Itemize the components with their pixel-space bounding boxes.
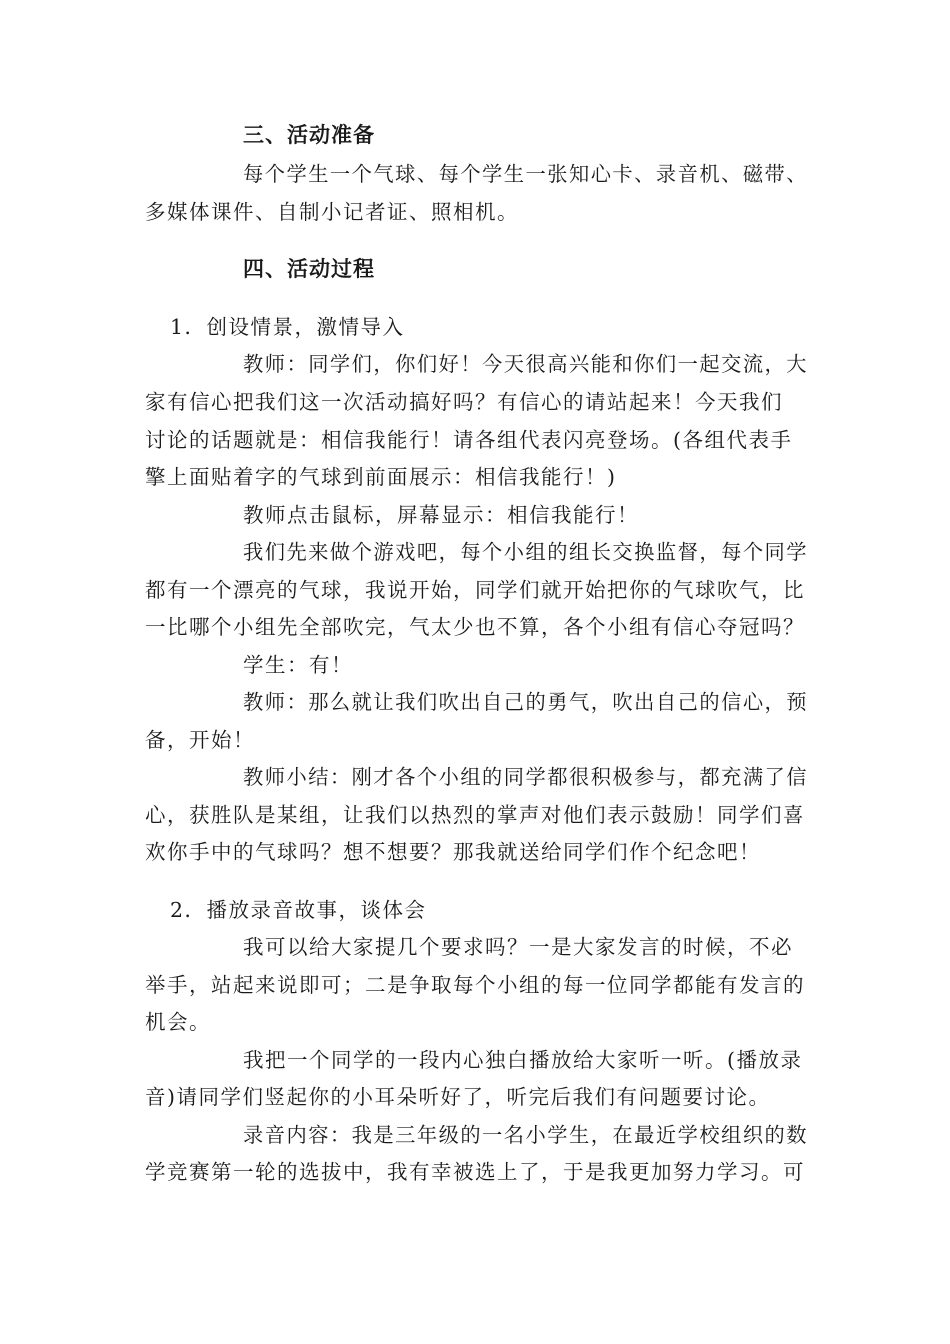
- paragraph-line: 教师：同学们，你们好！今天很高兴能和你们一起交流，大: [243, 352, 809, 376]
- paragraph-line: 心，获胜队是某组，让我们以热烈的掌声对他们表示鼓励！同学们喜: [145, 803, 805, 827]
- paragraph-line: 一比哪个小组先全部吹完，气太少也不算，各个小组有信心夺冠吗？: [145, 615, 805, 639]
- paragraph-line: 我们先来做个游戏吧，每个小组的组长交换监督，每个同学: [243, 540, 809, 564]
- paragraph-line: 多媒体课件、自制小记者证、照相机。: [145, 200, 519, 224]
- paragraph-line: 音)请同学们竖起你的小耳朵听好了，听完后我们有问题要讨论。: [145, 1085, 771, 1109]
- paragraph-line: 举手，站起来说即可；二是争取每个小组的每一位同学都能有发言的: [145, 973, 805, 997]
- step-title-1: 1．创设情景，激情导入: [170, 315, 405, 339]
- paragraph-line: 录音内容：我是三年级的一名小学生，在最近学校组织的数: [243, 1123, 809, 1147]
- paragraph-line: 擎上面贴着字的气球到前面展示：相信我能行！): [145, 465, 617, 489]
- paragraph-line: 每个学生一个气球、每个学生一张知心卡、录音机、磁带、: [243, 162, 809, 186]
- paragraph-line: 学生：有！: [243, 653, 353, 677]
- paragraph-line: 欢你手中的气球吗？想不想要？那我就送给同学们作个纪念吧！: [145, 840, 761, 864]
- section-heading-process: 四、活动过程: [243, 256, 375, 281]
- paragraph-line: 学竞赛第一轮的选拔中，我有幸被选上了，于是我更加努力学习。可: [145, 1160, 805, 1184]
- paragraph-line: 都有一个漂亮的气球，我说开始，同学们就开始把你的气球吹气，比: [145, 578, 805, 602]
- paragraph-line: 我可以给大家提几个要求吗？一是大家发言的时候，不必: [243, 935, 793, 959]
- section-heading-preparation: 三、活动准备: [243, 122, 375, 147]
- paragraph-line: 机会。: [145, 1010, 211, 1034]
- paragraph-line: 教师小结：刚才各个小组的同学都很积极参与，都充满了信: [243, 765, 809, 789]
- paragraph-line: 教师点击鼠标，屏幕显示：相信我能行！: [243, 503, 639, 527]
- paragraph-line: 家有信心把我们这一次活动搞好吗？有信心的请站起来！今天我们: [145, 390, 783, 414]
- paragraph-line: 教师：那么就让我们吹出自己的勇气，吹出自己的信心，预: [243, 690, 809, 714]
- paragraph-line: 备，开始！: [145, 728, 255, 752]
- paragraph-line: 我把一个同学的一段内心独白播放给大家听一听。(播放录: [243, 1048, 803, 1072]
- paragraph-line: 讨论的话题就是：相信我能行！请各组代表闪亮登场。(各组代表手: [145, 428, 793, 452]
- step-title-2: 2．播放录音故事，谈体会: [170, 898, 427, 922]
